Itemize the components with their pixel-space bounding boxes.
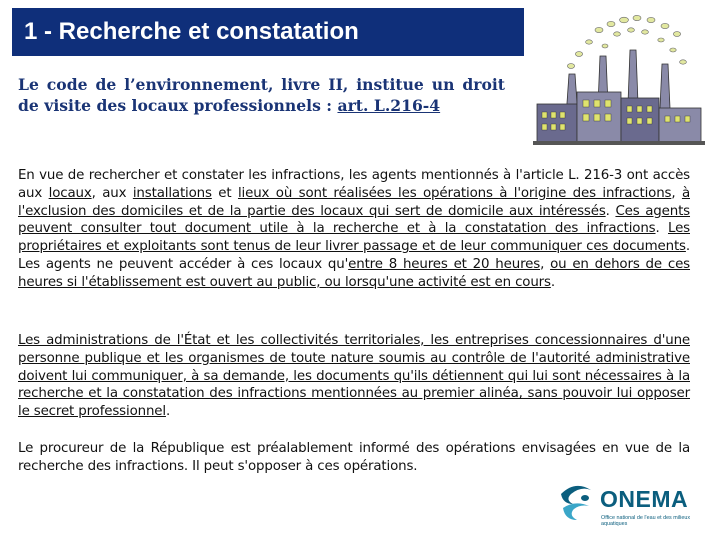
p1-seg: . [550,274,555,290]
onema-logo-tagline: Office national de l'eau et des milieux aquatiques [601,515,691,528]
p1-seg: . Les agents ne peuvent accéder à ces locaux qu' [18,239,690,272]
p1-seg: En vue de rechercher et constater les infractions, les agents mentionnés à l'article L. 216-3 ont accès aux [18,168,690,201]
paragraph-2 [18,332,690,421]
p1-seg: , aux [91,185,133,201]
p1-seg-underlined: installations [132,185,212,201]
p1-seg: . [655,221,668,237]
p1-seg: et [211,185,238,201]
p1-seg-underlined: Les propriétaires et exploitants sont tenus de leur livrer passage et de leur communiquer ces documents [18,221,690,255]
p1-seg-underlined: lieux où sont réalisées les opérations à l'origine des infractions [237,185,672,201]
paragraph-1 [18,167,690,292]
p1-seg: , [671,185,682,201]
p1-seg: , [540,256,551,272]
factory-illustration [527,12,707,148]
p2-seg: . [165,404,171,420]
p1-seg: . [605,203,616,219]
paragraph-3: Le procureur de la République est préalablement informé des opérations envisagées en vue de la recherche des infractions. Il peut s'opposer à ces opérations. [18,441,690,474]
p2-seg-underlined: Les administrations de l'État et les collectivités territoriales, les entreprises concessionnaires d'une personne publique et les organismes de toute nature soumis au contrôle de l'autorité administrative doivent lui communiquer, à sa demande, les documents qu'ils détiennent qui lui sont nécessaires à la recherche et la constatation des infractions mentionnées au premier alinéa, sans pouvoir lui opposer le secret professionnel [18,333,690,420]
p1-seg-underlined: locaux [48,185,92,201]
p1-seg-underlined: ou en dehors de ces heures si l'établissement est ouvert au public, ou lorsqu'une activité est en cours [18,256,691,290]
intro-statement [18,74,505,116]
p1-seg-underlined: Ces agents peuvent consulter tout document utile à la recherche et à la constatation des infractions [18,203,691,237]
onema-logo-icon [555,478,599,532]
onema-logo-wordmark: ONEMA [600,486,689,512]
onema-logo [555,478,690,534]
page-title: 1 - Recherche et constatation [24,18,359,45]
p1-seg-underlined: à l'exclusion des domiciles et de la partie des locaux qui sert de domicile aux intéressés [18,185,690,219]
article-reference-link[interactable]: art. L.216-4 [337,96,441,115]
title-bar [12,8,524,56]
p1-seg-underlined: entre 8 heures et 20 heures [348,256,541,272]
intro-text: Le code de l’environnement, livre II, institue un droit de visite des locaux professionnels : [18,75,505,115]
